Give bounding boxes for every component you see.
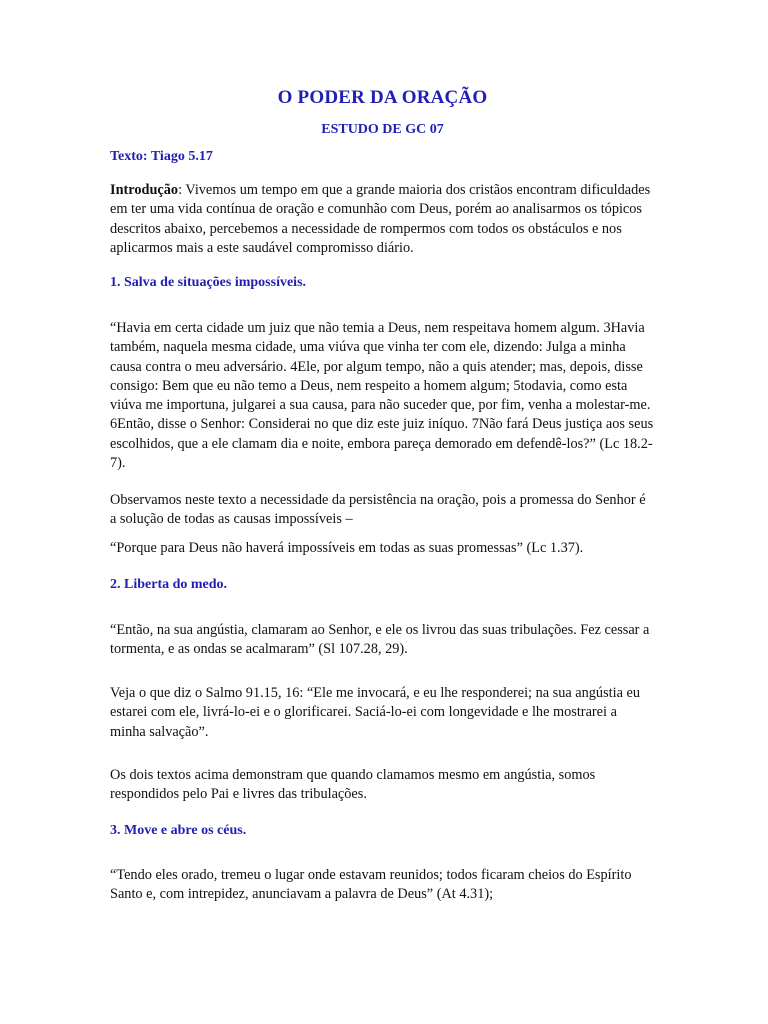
section-2-conclusion: Os dois textos acima demonstram que quando clamamos mesmo em angústia, somos respondidos pelo Pai e livres das tribulações. — [110, 767, 596, 803]
intro-text: : Vivemos um tempo em que a grande maioria dos cristãos encontram dificuldades em ter uma vida contínua de oração e comunhão com Deus, porém ao analisarmos os tópicos descritos abaixo, percebemos a necessidade de rompermos com todos os obstáculos e nos aplicarmos mais a este saudável compromisso diário. — [110, 182, 651, 256]
section-2-quote: “Então, na sua angústia, clamaram ao Senhor, e ele os livrou das suas tribulações. Fez cessar a tormenta, e as ondas se acalmaram” (Sl 107.28, 29). — [110, 622, 650, 658]
section-1-quote: “Havia em certa cidade um juiz que não temia a Deus, nem respeitava homem algum. 3Havia também, naquela mesma cidade, uma viúva que vinha ter com ele, dizendo: Julga a minha causa contra o meu adversário. 4Ele, por algum tempo, não a quis atender; mas, depois, disse consigo: Bem que eu não temo a Deus, nem respeito a homem algum; 5todavia, como esta viúva me importuna, julgarei a sua causa, para não suceder que, por fim, venha a molestar-me. 6Então, disse o Senhor: Considerai no que diz este juiz iníquo. 7Não fará Deus justiça aos seus escolhidos, que a ele clamam dia e noite, embora pareça demorado em defendê-los?” (Lc 18.2-7). — [110, 320, 654, 472]
section-3-quote: “Tendo eles orado, tremeu o lugar onde estavam reunidos; todos ficaram cheios do Espírito Santo e, com intrepidez, anunciavam a palavra de Deus” (At 4.31); — [110, 867, 632, 903]
text-reference: Texto: Tiago 5.17 — [110, 149, 213, 164]
document-subtitle: ESTUDO DE GC 07 — [321, 122, 444, 137]
section-1-heading: 1. Salva de situações impossíveis. — [110, 275, 307, 290]
section-1-quote-2: “Porque para Deus não haverá impossíveis em todas as suas promessas” (Lc 1.37). — [110, 540, 584, 556]
section-2-psalm: Veja o que diz o Salmo 91.15, 16: “Ele me invocará, e eu lhe responderei; na sua angústia eu estarei com ele, livrá-lo-ei e o glorificarei. Saciá-lo-ei com longevidade e lhe mostrarei a minha salvação”. — [110, 685, 641, 740]
section-3-heading: 3. Move e abre os céus. — [110, 823, 247, 838]
intro-paragraph — [110, 181, 655, 258]
document-title: O PODER DA ORAÇÃO — [277, 87, 488, 108]
intro-label: Introdução — [110, 182, 179, 198]
section-1-observation: Observamos neste texto a necessidade da persistência na oração, pois a promessa do Senhor é a solução de todas as causas impossíveis – — [110, 492, 646, 528]
section-2-heading: 2. Liberta do medo. — [110, 577, 228, 592]
